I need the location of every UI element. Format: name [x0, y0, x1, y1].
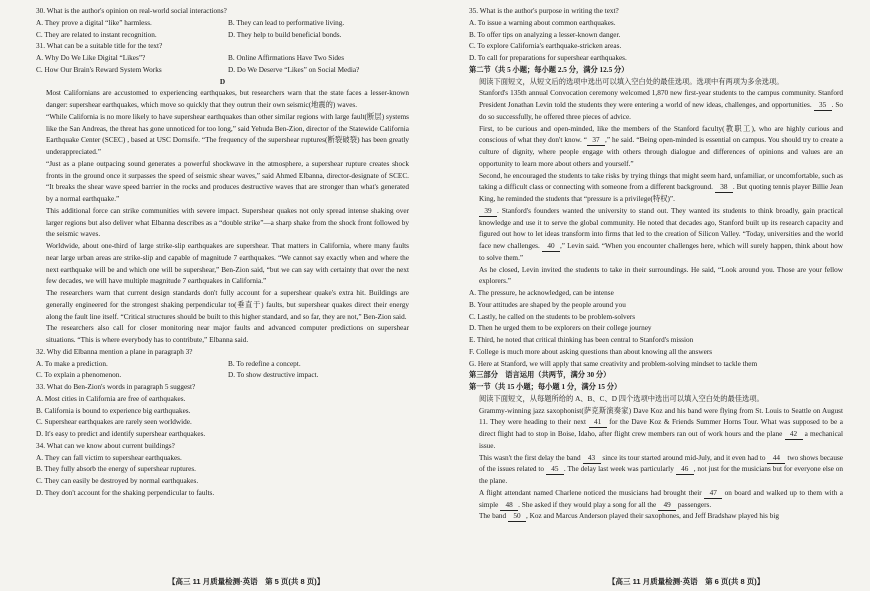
page-footer-right: 【高三 11 月质量检测·英语 第 6 页(共 8 页)】 [608, 577, 765, 586]
option-a: A. Most cities in California are free of earthquakes. [36, 394, 186, 403]
passage-text: So do so successfully, he offered three pieces of advice. [479, 101, 844, 121]
option-c: C. How Our Brain's Reward System Works [36, 65, 162, 74]
question-32-options-cd [36, 370, 409, 382]
option-b: B. Online Affirmations Have Two Sides [228, 54, 345, 62]
question-31-options-cd [36, 65, 409, 77]
passage-text: , not just for the musicians but for everyone else on the plane. [479, 465, 844, 485]
section-1-instruction: 阅读下面短文，从每题所给的 A、B、C、D 四个选项中选出可以填入空白处的最佳选项。 [479, 394, 764, 403]
blank-40: 40 [542, 242, 560, 252]
passage-d-paragraph: This additional force can strike communities with severe impact. Supershear quakes not only spread intense shaking over larger regions but also deliver what Elbanna describes as a “double strike”—a sharp shake from the shock front followed by the seismic waves. [46, 206, 409, 239]
passage-text: First, to be curious and open-minded, like the members of the Stanford faculty(教职工), who are highly curious and conscious of what they don't know. “ [479, 124, 843, 145]
option-b: B. California is bound to experience big earthquakes. [36, 406, 191, 415]
option-a: A. Why Do We Like Digital “Likes”? [36, 54, 146, 62]
passage-d-paragraph: Most Californians are accustomed to experiencing earthquakes, but researchers warn that the state faces a lesser-known danger: supershear earthquakes, which move so quickly that they outrun their own seismic(地震的) waves. [46, 89, 409, 109]
blank-44: 44 [767, 454, 785, 464]
option-d: D. They help to build beneficial bonds. [228, 30, 342, 39]
answer-option: G. Here at Stanford, we will apply that same creativity and problem-solving mindset to tackle them [469, 359, 758, 368]
option-b: B. They fully absorb the energy of supershear ruptures. [36, 465, 196, 474]
section-2-instruction: 阅读下面短文，从短文后的选项中选出可以填入空白处的最佳选项。选项中有两项为多余选项。 [479, 77, 784, 86]
option-b: B. They can lead to performative living. [228, 18, 345, 27]
option-d: D. They don't account for the shaking perpendicular to faults. [36, 488, 215, 497]
blank-35: 35 [814, 101, 832, 111]
section-2-title: 第二节（共 5 小题；每小题 2.5 分，满分 12.5 分） [469, 65, 629, 74]
question-32-stem: 32. Why did Elbanna mention a plane in paragraph 3? [36, 347, 193, 356]
option-d: D. To show destructive impact. [228, 371, 319, 380]
option-c: C. Supershear earthquakes are rarely seen worldwide. [36, 418, 192, 427]
blank-43: 43 [583, 454, 601, 464]
option-a: A. To issue a warning about common earthquakes. [469, 18, 616, 27]
option-c: C. To explore California's earthquake-stricken areas. [469, 42, 622, 51]
right-column [469, 6, 843, 523]
option-a: A. They prove a digital “like” harmless. [36, 18, 152, 27]
question-31-stem: 31. What can be a suitable title for the text? [36, 42, 163, 51]
question-32-options-ab [36, 359, 409, 371]
blank-48: 48 [500, 501, 518, 511]
answer-option: F. College is much more about asking questions than about knowing all the answers [469, 347, 713, 356]
passage-d-paragraph: The researchers warn that current design standards don't fully account for a supershear quake's extra hit. Buildings are generally engineered for the strongest shaking perpendicular to(垂直于) faults, but supershear quakes direct their energy along the fault line itself. “Critical structures should be built to this higher standard, and so far, they are not,” Ben-Zion said. [46, 289, 409, 321]
question-31-options-ab [36, 53, 409, 65]
passage-text: Second, he encouraged the students to take risks by trying things that might seem hard, unfamiliar, or uncomfortable, such as taking a difficult class or connecting with someone from a different background. [479, 171, 843, 192]
passage-text: since its tour started around mid-July, and it even had to [602, 453, 766, 462]
passage-text: a mechanical issue. [479, 430, 844, 450]
passage-text: ,” Levin said. “When you encounter challenges here, which will surely happen, think about how to solve them.” [479, 242, 844, 262]
passage-text: ,” he said. “Being open-minded is essential on campus. You should try to create a culture of dignity, where people engage with others through dialogue and differences of opinions and values are an opportunity to learn more about others and yourself.” [479, 136, 844, 168]
answer-option: D. Then he urged them to be explorers on their college journey [469, 324, 652, 333]
blank-49: 49 [658, 501, 676, 511]
passage-d-paragraph: Worldwide, about one-third of large strike-slip earthquakes are supershear. That matters in California, where many faults near large urban areas are strike-slip and capable of magnitude 7 earthquakes. “We cannot say exactly when and where the next earthquake will be and which one will be supershear,” Ben-Zion said, “but we can say with certainty that over the next few decades, we will have multiple magnitude 7 earthquakes in California.” [46, 242, 409, 286]
blank-37: 37 [587, 136, 605, 146]
page-footer-left: 【高三 11 月质量检测·英语 第 5 页(共 8 页)】 [168, 577, 325, 586]
left-column [36, 6, 409, 500]
passage-text: Grammy-winning jazz saxophonist(萨克斯演奏家) Dave Koz and his band were flying from St. Louis to Seattle on August 11. They were heading to their next [479, 406, 843, 427]
cloze-paragraph [469, 511, 843, 523]
passage-d-paragraph: The researchers also call for closer monitoring near major faults and advanced computer predictions on supershear situations. “This is where everybody has to contribute,” Elbanna said. [46, 324, 409, 344]
option-d: D. Do We Deserve “Likes” on Social Media? [228, 65, 360, 74]
question-35-stem: 35. What is the author's purpose in writing the text? [469, 7, 619, 15]
passage-text: A flight attendant named Charlene noticed the musicians had brought their [479, 488, 702, 497]
question-34-stem: 34. What can we know about current buildings? [36, 441, 175, 450]
passage-7-paragraph: Stanford's 135th annual Convocation ceremony welcomed 1,870 new first-year students to the campus community. Stanford President Jonathan Levin told the students they were entering a world of new ideas, challenges, and opportunities. 35 . So do so successfully, he offered three pieces of advice. [479, 89, 844, 121]
part-3-title: 第三部分 语言运用（共两节，满分 30 分） [469, 371, 611, 380]
question-33-stem: 33. What do Ben-Zion's words in paragraph 5 suggest? [36, 383, 196, 391]
passage-text: Stanford's 135th annual Convocation ceremony welcomed 1,870 new first-year students to the campus community. Stanford President Jonathan Levin told the students they were entering a world of new ideas, challenges, and opportunities. [479, 89, 843, 109]
cloze-paragraph [469, 406, 843, 453]
option-c: C. They are related to instant recognition. [36, 30, 157, 39]
answer-option: E. Third, he noted that critical thinking has been central to Stanford's mission [469, 336, 694, 344]
blank-47: 47 [704, 489, 722, 499]
blank-38: 38 [715, 183, 733, 193]
question-30-stem: 30. What is the author's opinion on real-world social interactions? [36, 7, 227, 15]
passage-7-paragraph [469, 206, 843, 265]
passage-d-paragraph: “Just as a plane outpacing sound generates a powerful shockwave in the atmosphere, a supershear rupture creates shock fronts in the ground once it surpasses the speed of seismic shear waves,” said Ahmed Elbanna, director-designate of SCEC. “It breaks the shear wave speed barrier in the rocks and produces destructive waves that are stronger than what's generated by a normal earthquake.” [46, 159, 409, 203]
option-d: D. To call for preparations for supershear earthquakes. [469, 54, 627, 62]
passage-text: . Stanford's founders wanted the university to stand out. They wanted its students to think broadly, gain practical knowledge and use it to serve the global community. He noted that decades ago, Stanford built up its research capacity and figured out how to let ideas transform into firms that led to the creation of Silicon Valley. “Today, universities and the world face new challenges. [479, 206, 843, 250]
passage-text: passengers. [677, 500, 712, 509]
option-d: D. It's easy to predict and identify supershear earthquakes. [36, 430, 206, 438]
option-b: B. To redefine a concept. [228, 359, 301, 368]
question-30-options-ab [36, 18, 409, 30]
blank-41: 41 [589, 418, 607, 428]
passage-7-paragraph: As he closed, Levin invited the students to take in their surroundings. He said, “Look around you. Those are your fellow explorers.” [479, 265, 843, 286]
passage-text: . She asked if they would play a song for all the [518, 500, 657, 509]
option-b: B. To offer tips on analyzing a lesser-known danger. [469, 30, 621, 39]
answer-option: B. Your attitudes are shaped by the people around you [469, 300, 626, 309]
passage-text: This wasn't the first delay the band [479, 453, 581, 462]
option-c: C. To explain a phenomenon. [36, 371, 122, 380]
passage-d-paragraph: “While California is no more likely to have supershear earthquakes than other similar regions with large fault(断层) systems like the San Andreas, the threat has gone unnoticed for too long,” said Yehuda Ben-Zion, director of the Statewide California Earthquake Center (SCEC) , based at USC Dornsife. “The frequency of the supershear ruptures(断裂破裂) has been greatly underappreciated.” [46, 112, 409, 156]
passage-text: on board and walked up to them with a simple [479, 488, 844, 509]
blank-45: 45 [546, 465, 564, 475]
option-c: C. They can easily be destroyed by normal earthquakes. [36, 477, 199, 485]
answer-option: A. The pressure, he acknowledged, can be intense [469, 289, 614, 297]
passage-text: . The delay last week was particularly [563, 465, 674, 474]
option-a: A. To make a prediction. [36, 359, 108, 368]
section-1-title: 第一节（共 15 小题；每小题 1 分，满分 15 分） [469, 383, 622, 391]
passage-text: for the Dave Koz & Friends Summer Horns Tour. What was supposed to be a direct flight had to stop in Boise, Idaho, after flight crew members ran out of work hours and the plane [479, 418, 843, 438]
passage-text: , Koz and Marcus Anderson played their saxophones, and Jeff Bradshaw played his big [526, 512, 779, 521]
passage-7-paragraph [469, 124, 843, 171]
blank-42: 42 [785, 430, 803, 440]
passage-text: The band [479, 512, 507, 521]
answer-option: C. Lastly, he called on the students to be problem-solvers [469, 312, 636, 321]
blank-50: 50 [508, 512, 526, 522]
passage-text: two shows because of the issues related to [479, 453, 844, 474]
passage-7-paragraph: Second, he encouraged the students to take risks by trying things that might seem hard, unfamiliar, or uncomfortable, such as taking a difficult class or connecting with someone from a different background. 38 . But quoting tennis player Billie Jean King, he reminded the students that “pressure is a privilege(特权)”. [479, 171, 844, 203]
cloze-paragraph [469, 453, 843, 488]
option-a: A. They can fall victim to supershear earthquakes. [36, 453, 182, 462]
passage-text: But quoting tennis player Billie Jean King, he reminded the students that “pressure is a privilege(特权)”. [479, 183, 844, 203]
section-d-heading: D [219, 77, 226, 86]
blank-39: 39 [479, 207, 497, 217]
blank-46: 46 [676, 465, 694, 475]
cloze-paragraph [469, 488, 843, 512]
question-30-options-cd [36, 30, 409, 42]
